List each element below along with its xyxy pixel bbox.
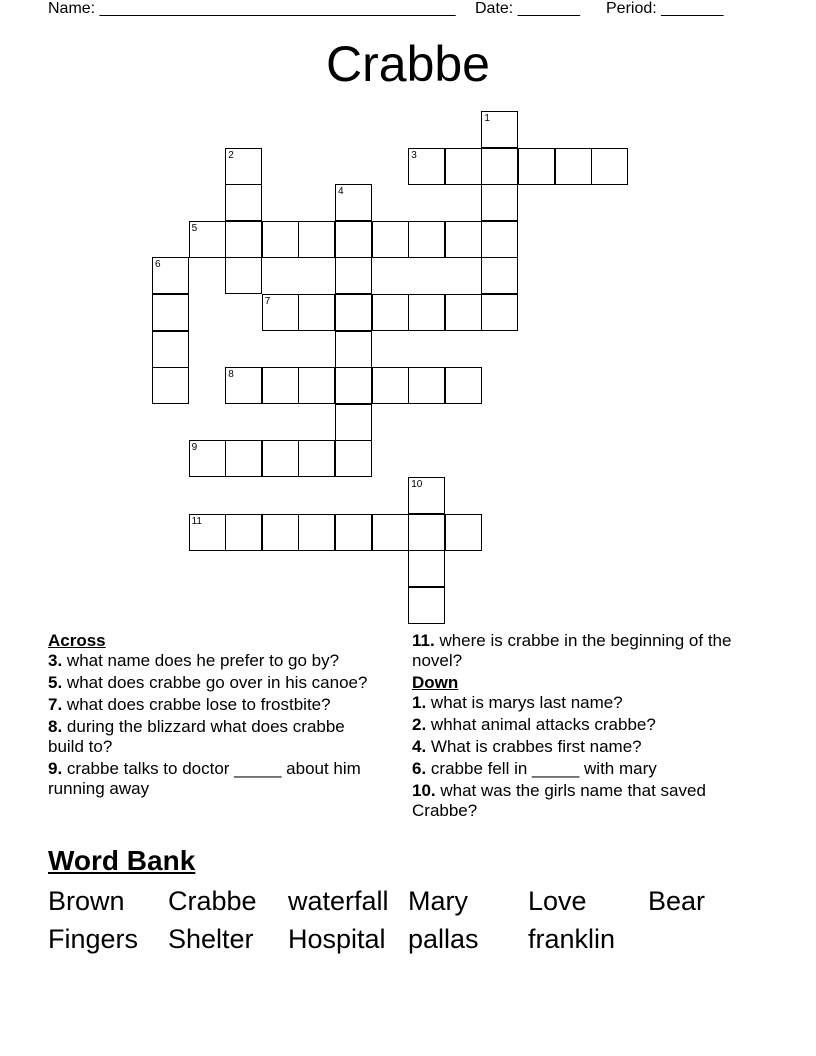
grid-cell[interactable] [481,294,518,331]
grid-cell[interactable] [298,294,335,331]
grid-cell[interactable] [335,331,372,368]
grid-cell[interactable] [445,221,482,258]
grid-cell[interactable] [152,367,189,404]
word-bank-item: waterfall [288,886,389,916]
clue-number: 6 [155,259,161,271]
clue-across-9: 9. crabbe talks to doctor _____ about him running away [48,759,361,798]
grid-cell[interactable] [189,514,226,551]
across-clues [48,631,378,801]
grid-cell[interactable] [372,367,409,404]
grid-cell[interactable] [335,221,372,258]
grid-cell[interactable] [372,221,409,258]
clue-across-11: 11. where is crabbe in the beginning of the novel? [412,631,732,670]
word-bank-item: Crabbe [168,886,257,916]
page-title: Crabbe [326,36,490,92]
name-field: Name: ________________________________________ [48,0,456,17]
grid-cell[interactable] [298,367,335,404]
grid-cell[interactable] [298,440,335,477]
grid-cell[interactable] [518,148,555,185]
grid-cell[interactable] [262,294,299,331]
grid-cell[interactable] [408,587,445,624]
clue-down-6: 6. crabbe fell in _____ with mary [412,759,657,778]
grid-cell[interactable] [225,440,262,477]
date-field: Date: _______ [475,0,580,17]
clue-down-4: 4. What is crabbes first name? [412,737,642,756]
clue-number: 10 [411,479,423,490]
grid-cell[interactable] [335,257,372,294]
grid-cell[interactable] [408,367,445,404]
grid-cell[interactable] [262,367,299,404]
across-heading: Across [48,631,106,650]
word-bank-item: pallas [408,924,479,954]
clue-number: 1 [484,113,490,124]
word-bank-item: Fingers [48,924,139,954]
clue-number: 4 [338,186,344,198]
grid-cell[interactable] [335,514,372,551]
grid-cell[interactable] [189,221,226,258]
grid-cell[interactable] [335,184,372,221]
grid-cell[interactable] [225,514,262,551]
grid-cell[interactable] [481,257,518,294]
clue-number: 5 [191,222,198,234]
grid-cell[interactable] [555,148,592,185]
clue-across-3: 3. what name does he prefer to go by? [48,651,340,670]
word-bank-item: Mary [408,886,468,916]
grid-cell[interactable] [445,367,482,404]
grid-cell[interactable] [408,550,445,587]
grid-cell[interactable] [262,514,299,551]
grid-cell[interactable] [445,148,482,185]
grid-cell[interactable] [372,514,409,551]
word-bank-item: Shelter [168,924,254,954]
grid-cell[interactable] [225,148,262,185]
grid-cell[interactable] [262,440,299,477]
clue-number: 11 [191,515,202,527]
grid-cell[interactable] [445,294,482,331]
grid-cell[interactable] [152,294,189,331]
clue-down-10: 10. what was the girls name that saved Crabbe? [412,781,706,820]
grid-cell[interactable] [408,514,445,551]
grid-cell[interactable] [152,331,189,368]
grid-cell[interactable] [225,367,262,404]
grid-cell[interactable] [408,294,445,331]
grid-cell[interactable] [408,148,445,185]
grid-cell[interactable] [152,257,189,294]
grid-cell[interactable] [481,221,518,258]
grid-cell[interactable] [408,221,445,258]
clue-across-5: 5. what does crabbe go over in his canoe? [48,673,368,692]
grid-cell[interactable] [591,148,628,185]
grid-cell[interactable] [481,111,518,148]
grid-cell[interactable] [225,257,262,294]
clue-across-8: 8. during the blizzard what does crabbe build to? [48,717,345,756]
grid-cell[interactable] [481,148,518,185]
grid-cell[interactable] [335,367,372,404]
grid-cell[interactable] [408,477,445,514]
grid-cell[interactable] [298,221,335,258]
grid-cell[interactable] [262,221,299,258]
down-heading: Down [412,673,459,692]
clue-number: 7 [264,296,271,307]
grid-cell[interactable] [445,514,482,551]
grid-cell[interactable] [335,294,372,331]
clue-down-1: 1. what is marys last name? [412,693,623,712]
word-bank-item: Love [528,886,587,916]
word-bank-item: Hospital [288,924,386,954]
word-bank-item: franklin [528,924,616,954]
clue-number: 3 [411,149,417,161]
grid-cell[interactable] [189,440,226,477]
grid-cell[interactable] [298,514,335,551]
right-clues [412,631,757,823]
grid-cell[interactable] [481,184,518,221]
clue-number: 9 [191,442,198,454]
grid-cell[interactable] [225,184,262,221]
word-bank-item: Bear [648,886,706,916]
grid-cell[interactable] [225,221,262,258]
clue-number: 8 [228,369,234,381]
grid-cell[interactable] [372,294,409,331]
clue-across-7: 7. what does crabbe lose to frostbite? [48,695,331,714]
grid-cell[interactable] [335,440,372,477]
word-bank-item: Brown [48,886,125,916]
period-field: Period: _______ [606,0,724,17]
grid-cell[interactable] [335,404,372,441]
clue-down-2: 2. whhat animal attacks crabbe? [412,715,656,734]
clue-number: 2 [228,149,234,161]
word-bank-title: Word Bank [48,845,196,876]
